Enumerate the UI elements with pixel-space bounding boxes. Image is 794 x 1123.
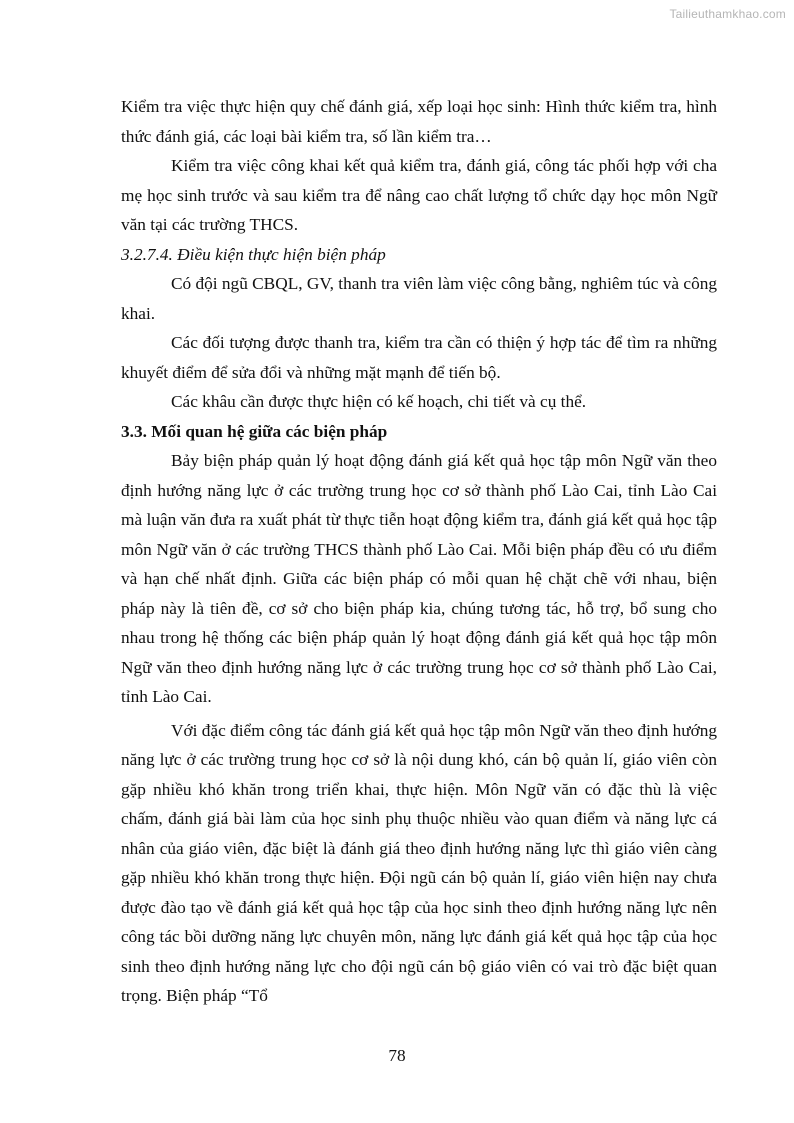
paragraph-conditions-cooperation: Các đối tượng được thanh tra, kiểm tra cần có thiện ý hợp tác để tìm ra những khuyết điểm để sửa đổi và những mặt mạnh để tiến bộ. [121, 333, 717, 382]
paragraph-check-publicity: Kiểm tra việc công khai kết quả kiểm tra, đánh giá, công tác phối hợp với cha mẹ học sinh trước và sau kiểm tra để nâng cao chất lượng tổ chức dạy học môn Ngữ văn tại các trường THCS. [121, 156, 717, 234]
paragraph-check-regulations: Kiểm tra việc thực hiện quy chế đánh giá, xếp loại học sinh: Hình thức kiểm tra, hình thức đánh giá, các loại bài kiểm tra, số lần kiểm tra… [121, 97, 717, 146]
section-heading-3-3: 3.3. Mối quan hệ giữa các biện pháp [121, 421, 388, 441]
watermark-text: Tailieuthamkhao.com [669, 7, 786, 21]
paragraph-relationship-measures: Bảy biện pháp quản lý hoạt động đánh giá kết quả học tập môn Ngữ văn theo định hướng năng lực ở các trường trung học cơ sở thành phố Lào Cai, tỉnh Lào Cai mà luận văn đưa ra xuất phát từ thực tiễn hoạt động kiểm tra, đánh giá kết quả học tập môn Ngữ văn ở các trường THCS thành phố Lào Cai. Mỗi biện pháp đều có ưu điểm và hạn chế nhất định. Giữa các biện pháp có mỗi quan hệ chặt chẽ với nhau, biện pháp này là tiên đề, cơ sở cho biện pháp kia, chúng tương tác, hỗ trợ, bổ sung cho nhau trong hệ thống các biện pháp quản lý hoạt động đánh giá kết quả học tập môn Ngữ văn theo định hướng năng lực ở các trường trung học cơ sở thành phố Lào Cai, tỉnh Lào Cai. [121, 451, 717, 706]
page-body [121, 92, 717, 1011]
paragraph-conditions-staff: Có đội ngũ CBQL, GV, thanh tra viên làm việc công bằng, nghiêm túc và công khai. [121, 274, 717, 323]
subsection-heading-3-2-7-4: 3.2.7.4. Điều kiện thực hiện biện pháp [121, 244, 386, 264]
paragraph-conditions-planning: Các khâu cần được thực hiện có kế hoạch, chi tiết và cụ thể. [171, 392, 587, 411]
paragraph-assessment-characteristics: Với đặc điểm công tác đánh giá kết quả học tập môn Ngữ văn theo định hướng năng lực ở các trường trung học cơ sở là nội dung khó, cán bộ quản lí, giáo viên còn gặp nhiều khó khăn trong triển khai, thực hiện. Môn Ngữ văn có đặc thù là việc chấm, đánh giá bài làm của học sinh phụ thuộc nhiều vào quan điểm và năng lực cá nhân của giáo viên, đặc biệt là đánh giá theo định hướng năng lực thì giáo viên càng gặp nhiều khó khăn trong thực hiện. Đội ngũ cán bộ quản lí, giáo viên hiện nay chưa được đào tạo về đánh giá kết quả học tập của học sinh theo định hướng năng lực nên công tác bồi dưỡng năng lực chuyên môn, năng lực đánh giá kết quả học tập của học sinh theo định hướng năng lực cho đội ngũ cán bộ giáo viên có vai trò đặc biệt quan trọng. Biện pháp “Tổ [121, 720, 717, 1005]
page-number: 78 [388, 1046, 406, 1065]
